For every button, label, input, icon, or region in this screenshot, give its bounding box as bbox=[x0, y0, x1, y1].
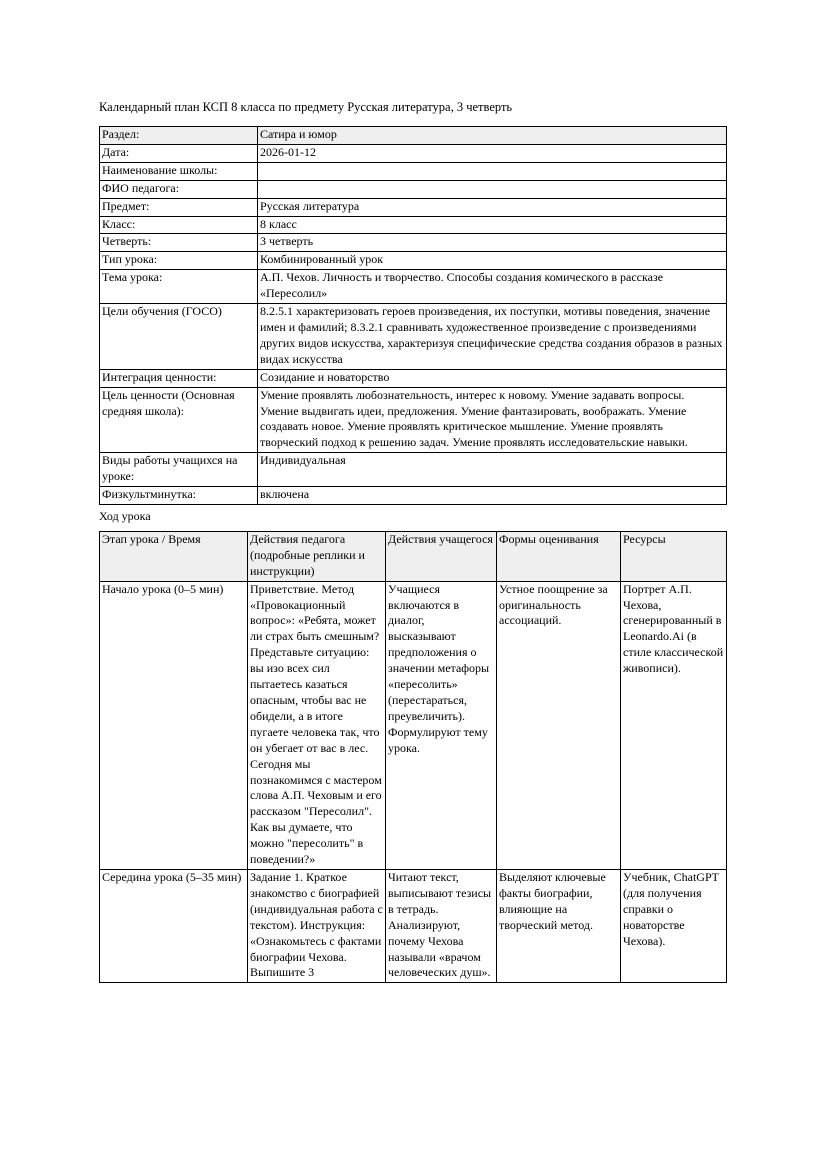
lesson-stage-cell: Середина урока (5–35 мин) bbox=[100, 869, 248, 982]
lesson-column-header: Этап урока / Время bbox=[100, 531, 248, 581]
info-table-row bbox=[100, 453, 727, 487]
info-row-label: Интеграция ценности: bbox=[100, 369, 258, 387]
document-title: Календарный план КСП 8 класса по предмету Русская литература, 3 четверть bbox=[99, 100, 513, 114]
info-table-row bbox=[100, 216, 727, 234]
section-heading: Ход урока bbox=[99, 508, 151, 523]
lesson-table-row bbox=[100, 869, 727, 982]
info-table-row bbox=[100, 487, 727, 505]
info-row-label: Класс: bbox=[100, 216, 258, 234]
info-table-row bbox=[100, 252, 727, 270]
page-root bbox=[99, 99, 727, 983]
info-row-label: Предмет: bbox=[100, 198, 258, 216]
info-row-value: Русская литература bbox=[258, 198, 727, 216]
info-table-row bbox=[100, 387, 727, 453]
info-row-value: 8 класс bbox=[258, 216, 727, 234]
info-table-row bbox=[100, 198, 727, 216]
info-table-row bbox=[100, 234, 727, 252]
info-table-row bbox=[100, 270, 727, 304]
lesson-teacher-actions-cell: Задание 1. Краткое знакомство с биографией (индивидуальная работа с текстом). Инструкция: «Ознакомьтесь с фактами биографии Чехова. Выпишите 3 bbox=[248, 869, 386, 982]
lesson-resources-cell: Учебник, ChatGPT (для получения справки о новаторстве Чехова). bbox=[621, 869, 727, 982]
info-row-value: Индивидуальная bbox=[258, 453, 727, 487]
lesson-teacher-actions-cell: Приветствие. Метод «Провокационный вопрос»: «Ребята, может ли страх быть смешным? Представьте ситуацию: вы изо всех сил пытаетесь казаться опасным, чтобы вас не обидели, а в итоге пугаете человека так, что он убегает от вас в лес. Сегодня мы познакомимся с мастером слова А.П. Чеховым и его рассказом "Пересолил". Как вы думаете, что можно "пересолить" в поведении?» bbox=[248, 581, 386, 869]
info-table-body bbox=[100, 127, 727, 505]
lesson-table-header-row bbox=[100, 531, 727, 581]
info-table-row bbox=[100, 127, 727, 145]
info-row-value: 2026-01-12 bbox=[258, 144, 727, 162]
lesson-resources-cell: Портрет А.П. Чехова, сгенерированный в Leonardo.Ai (в стиле классической живописи). bbox=[621, 581, 727, 869]
info-table-row bbox=[100, 180, 727, 198]
info-row-label: Раздел: bbox=[100, 127, 258, 145]
info-row-label: ФИО педагога: bbox=[100, 180, 258, 198]
lesson-column-header: Формы оценивания bbox=[497, 531, 621, 581]
lesson-stage-cell: Начало урока (0–5 мин) bbox=[100, 581, 248, 869]
info-row-value bbox=[258, 180, 727, 198]
info-row-value: включена bbox=[258, 487, 727, 505]
lesson-student-actions-cell: Учащиеся включаются в диалог, высказывают предположения о значении метафоры «пересолить» (перестараться, преувеличить). Формулируют тему урока. bbox=[386, 581, 497, 869]
info-table-row bbox=[100, 162, 727, 180]
info-row-label: Тип урока: bbox=[100, 252, 258, 270]
info-row-value: А.П. Чехов. Личность и творчество. Способы создания комического в рассказе «Пересолил» bbox=[258, 270, 727, 304]
info-row-label: Тема урока: bbox=[100, 270, 258, 304]
lesson-column-header: Ресурсы bbox=[621, 531, 727, 581]
lesson-assessment-cell: Выделяют ключевые факты биографии, влияющие на творческий метод. bbox=[497, 869, 621, 982]
info-row-label: Физкультминутка: bbox=[100, 487, 258, 505]
lesson-column-header: Действия учащегося bbox=[386, 531, 497, 581]
lesson-info-table bbox=[99, 126, 727, 505]
info-row-label: Цели обучения (ГОСО) bbox=[100, 304, 258, 370]
info-row-value: Умение проявлять любознательность, интерес к новому. Умение задавать вопросы. Умение выдвигать идеи, предложения. Умение фантазировать, воображать. Умение создавать новое. Умение проявлять критическое мышление. Умение проявлять творческий подход к решению задач. Умение проявлять исследовательские навыки. bbox=[258, 387, 727, 453]
lesson-table-body bbox=[100, 531, 727, 982]
info-row-value: Созидание и новаторство bbox=[258, 369, 727, 387]
lesson-assessment-cell: Устное поощрение за оригинальность ассоциаций. bbox=[497, 581, 621, 869]
info-row-value: Комбинированный урок bbox=[258, 252, 727, 270]
info-row-value bbox=[258, 162, 727, 180]
info-row-label: Дата: bbox=[100, 144, 258, 162]
info-row-label: Виды работы учащихся на уроке: bbox=[100, 453, 258, 487]
info-row-label: Наименование школы: bbox=[100, 162, 258, 180]
info-row-value: Сатира и юмор bbox=[258, 127, 727, 145]
lesson-flow-table bbox=[99, 531, 727, 983]
info-row-label: Цель ценности (Основная средняя школа): bbox=[100, 387, 258, 453]
info-table-row bbox=[100, 304, 727, 370]
info-row-value: 3 четверть bbox=[258, 234, 727, 252]
info-table-row bbox=[100, 144, 727, 162]
info-row-value: 8.2.5.1 характеризовать героев произведения, их поступки, мотивы поведения, значение имен и фамилий; 8.3.2.1 сравнивать художественное произведение с произведениями других видов искусства, характеризуя специфические средства создания образов в разных видах искусства bbox=[258, 304, 727, 370]
info-row-label: Четверть: bbox=[100, 234, 258, 252]
lesson-student-actions-cell: Читают текст, выписывают тезисы в тетрадь. Анализируют, почему Чехова называли «врачом человеческих душ». bbox=[386, 869, 497, 982]
lesson-column-header: Действия педагога (подробные реплики и инструкции) bbox=[248, 531, 386, 581]
info-table-row bbox=[100, 369, 727, 387]
lesson-table-row bbox=[100, 581, 727, 869]
